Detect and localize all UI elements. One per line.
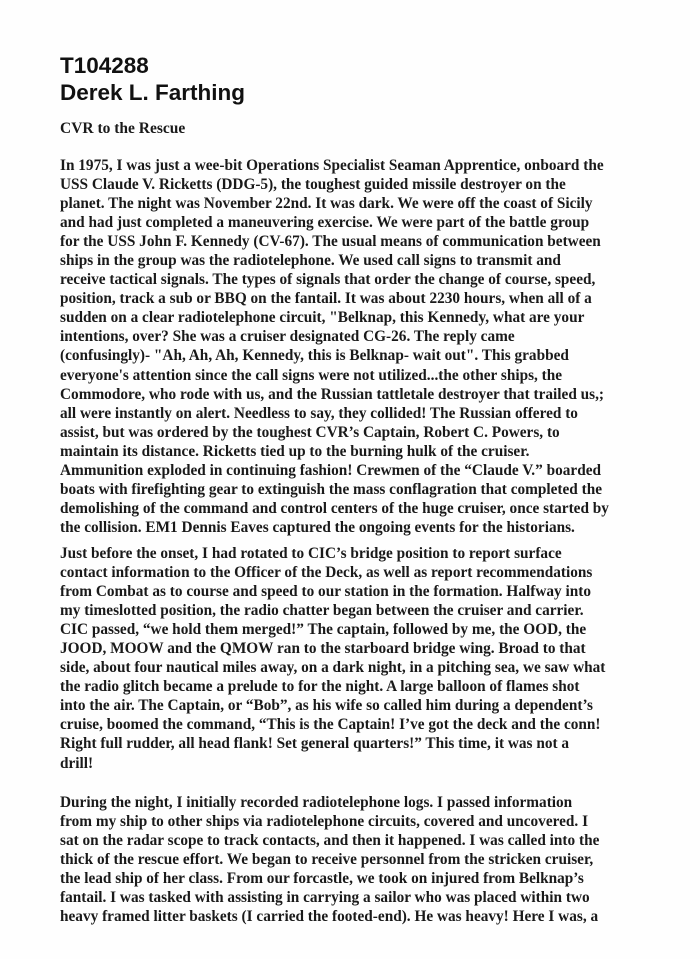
text-line: JOOD, MOOW and the QMOW ran to the starboard bridge wing. Broad to that xyxy=(60,640,586,658)
text-line: for the USS John F. Kennedy (CV-67). The usual means of communication between xyxy=(60,233,601,251)
text-line: the lead ship of her class. From our forcastle, we took on injured from Belknap’s xyxy=(60,870,584,888)
text-line: my timeslotted position, the radio chatter began between the cruiser and carrier. xyxy=(60,602,584,620)
text-line: USS Claude V. Ricketts (DDG-5), the toughest guided missile destroyer on the xyxy=(60,176,566,194)
text-line: Commodore, who rode with us, and the Russian tattletale destroyer that trailed us,; xyxy=(60,385,605,403)
text-line: In 1975, I was just a wee-bit Operations Specialist Seaman Apprentice, onboard the xyxy=(60,157,604,174)
text-line: the radio glitch became a prelude to for the night. A large balloon of flames shot xyxy=(60,678,580,696)
story-title: CVR to the Rescue xyxy=(60,120,186,137)
text-line: intentions, over? She was a cruiser designated CG-26. The reply came xyxy=(60,328,515,346)
text-line: ships in the group was the radiotelephone. We used call signs to transmit and xyxy=(60,252,561,270)
text-line: receive tactical signals. The types of signals that order the change of course, speed, xyxy=(60,271,596,289)
text-line: contact information to the Officer of the Deck, as well as report recommendations xyxy=(60,564,593,582)
text-line: the collision. EM1 Dennis Eaves captured the ongoing events for the historians. xyxy=(60,518,575,536)
text-line: During the night, I initially recorded radiotelephone logs. I passed information xyxy=(60,794,573,811)
text-line: CIC passed, “we hold them merged!” The captain, followed by me, the OOD, the xyxy=(60,621,587,639)
text-line: all were instantly on alert. Needless to say, they collided! The Russian offered to xyxy=(60,404,578,422)
document-id: T104288 xyxy=(60,53,149,78)
text-line: sat on the radar scope to track contacts, and then it happened. I was called into the xyxy=(60,832,600,850)
text-line: Ammunition exploded in continuing fashion! Crewmen of the “Claude V.” boarded xyxy=(60,461,601,479)
text-line: cruise, boomed the command, “This is the Captain! I’ve got the deck and the conn! xyxy=(60,716,601,734)
paragraph xyxy=(60,156,660,537)
paragraph xyxy=(60,544,660,773)
text-line: heavy framed litter baskets (I carried the footed-end). He was heavy! Here I was, a xyxy=(60,908,599,926)
text-line: fantail. I was tasked with assisting in carrying a sailor who was placed within two xyxy=(60,889,590,907)
text-line: boats with firefighting gear to extinguish the mass conflagration that completed the xyxy=(60,480,603,498)
paragraph xyxy=(60,793,660,926)
text-line: from my ship to other ships via radiotelephone circuits, covered and uncovered. I xyxy=(60,813,589,831)
text-line: into the air. The Captain, or “Bob”, as his wife so called him during a dependent’s xyxy=(60,697,593,715)
text-line: Right full rudder, all head flank! Set general quarters!” This time, it was not a xyxy=(60,735,570,753)
text-line: everyone's attention since the call signs were not utilized...the other ships, the xyxy=(60,366,563,384)
author-name: Derek L. Farthing xyxy=(60,80,246,105)
text-line: and had just completed a maneuvering exercise. We were part of the battle group xyxy=(60,214,590,232)
text-line: maintain its distance. Ricketts tied up to the burning hulk of the cruiser. xyxy=(60,442,530,460)
text-line: demolishing of the command and control centers of the huge cruiser, once started by xyxy=(60,499,609,517)
text-line: side, about four nautical miles away, on a dark night, in a pitching sea, we saw what xyxy=(60,659,606,677)
text-line: thick of the rescue effort. We began to receive personnel from the stricken cruiser, xyxy=(60,851,594,869)
text-line: position, track a sub or BBQ on the fantail. It was about 2230 hours, when all of a xyxy=(60,290,592,308)
text-line: sudden on a clear radiotelephone circuit, "Belknap, this Kennedy, what are your xyxy=(60,309,585,327)
text-line: planet. The night was November 22nd. It was dark. We were off the coast of Sicily xyxy=(60,195,593,213)
text-line: (confusingly)- "Ah, Ah, Ah, Kennedy, this is Belknap- wait out". This grabbed xyxy=(60,347,569,365)
text-line: Just before the onset, I had rotated to CIC’s bridge position to report surface xyxy=(60,545,562,562)
text-line: assist, but was ordered by the toughest CVR’s Captain, Robert C. Powers, to xyxy=(60,423,560,441)
text-line: drill! xyxy=(60,754,94,772)
text-line: from Combat as to course and speed to our station in the formation. Halfway into xyxy=(60,583,591,601)
